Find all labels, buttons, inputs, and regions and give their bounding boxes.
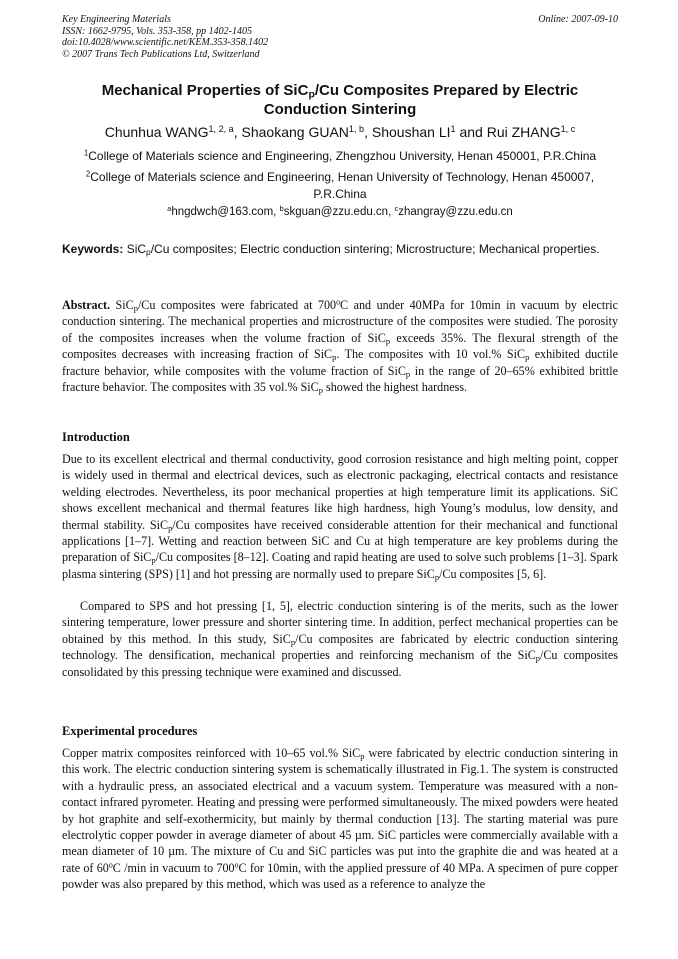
abstract-text: C and under 40MPa for 10min in vacuum by electric conduction sintering. The mechanical properties and microstructure of the composites were studied. The porosity of the composites increases when the volume fraction of SiC [62,298,618,345]
author-name: Shoushan LI [371,124,451,140]
intro-text: /Cu composites [8–12]. Coating and rapid heating are used to solve such problems [1–3]. Spark plasma sintering (SPS) [1] and hot pressing are normally used to prepare SiC [62,550,618,581]
affiliation-text: College of Materials science and Engineering, Henan University of Technology, Henan 450007, P.R.China [90,170,595,201]
abstract-paragraph [62,297,618,395]
subscript-p: p [525,352,530,363]
degree-mark: o [234,860,239,870]
abstract-label: Abstract. [62,298,111,312]
author-separator: , [364,124,372,140]
email-address[interactable]: skguan@zzu.edu.cn [283,206,389,218]
journal-name: Key Engineering Materials [62,14,171,25]
copyright-line: © 2007 Trans Tech Publications Ltd, Switzerland [62,48,260,60]
subscript-p: p [151,555,156,566]
degree-mark: o [336,297,341,307]
author-affil-mark: 1, c [560,124,576,134]
keywords-section [62,241,618,258]
title-text-2: /Cu Composites Prepared by Electric Conduction Sintering [263,82,579,118]
abstract-text: in the range of 20–65% exhibited brittle fracture behavior. The composites with 35 vol.% SiC [62,363,618,395]
email-mark: c [394,203,399,213]
introduction-paragraph-2 [62,598,618,680]
intro-text: /Cu composites [5, 6]. [439,566,547,581]
email-address[interactable]: hngdwch@163.com [171,206,274,218]
journal-header [62,14,618,60]
affiliation-mark: 1 [83,148,89,158]
experimental-text: C for 10min, with the applied pressure of 40 MPa. A specimen of pure copper powder was also prepared by this method, which was used as a reference to analyze the [62,860,619,892]
abstract-text: . The composites with 10 vol.% SiC [336,347,526,362]
author-affil-mark: 1, 2, a [208,124,234,134]
email-address[interactable]: zhangray@zzu.edu.cn [398,206,513,218]
email-list [62,204,618,220]
affiliation-text: College of Materials science and Engineering, Zhengzhou University, Henan 450001, P.R.China [88,149,597,163]
affiliation-1 [62,148,618,165]
degree-mark: o [108,860,113,870]
subscript-p: p [318,385,323,396]
keywords-text: /Cu composites; Electric conduction sintering; Microstructure; Mechanical properties. [150,242,600,256]
author-separator: , [233,124,242,140]
intro-text: /Cu composites consolidated by this pressing technique were examined and discussed. [62,648,618,679]
subscript-p: p [332,352,337,363]
intro-text: /Cu composites have received considerable attention for their mechanical and functional applications [1–7]. Wetting and reaction between SiC and Cu at high temperature are key problems during the preparation of SiC [62,517,619,565]
abstract-text: SiC [110,298,134,312]
subscript-p: p [290,636,296,647]
subscript-p: p [146,247,151,258]
keywords-label: Keywords: [62,242,124,256]
abstract-text: exceeds 35%. The flexural strength of the composites decreases with increasing fraction of SiC [62,330,618,362]
author-affil-mark: 1, b [348,124,365,134]
email-mark: b [279,203,284,213]
author-name: Rui ZHANG [486,124,561,140]
subscript-p: p [405,368,411,379]
subscript-p: p [168,522,173,533]
intro-text: Compared to SPS and hot pressing [1, 5], electric conduction sintering is of the merits, such as the lower sintering temperature, lower pressure and shorter sintering time. In addition, perfect mechanical properties can be obtained by this method. In this study, SiC [62,599,618,646]
email-mark: a [167,203,172,213]
title-subscript: p [308,88,315,101]
experimental-text: C /min in vacuum to 700 [112,860,235,875]
experimental-text: were fabricated by electric conduction sintering in this work. The electric conduction sintering system is schematically illustrated in Fig.1. The system is constructed with a hydraulic press, an associated electrical and a vacuum system. Temperature was measured with a non-contact infrared pyrometer. Heating and pressing were performed simultaneously. The mixed powders were heated by hot graphite and self-exothermicity, but mainly by thermal conduction [13]. The starting material was pure electrolytic copper powder in average diameter of about 45 µm. SiC particles were commercially available with a mean diameter of 10 µm. The mixture of Cu and SiC particles was put into the graphite die and was heated at a rate of 60 [62,746,618,875]
affiliation-2 [62,169,618,203]
author-name: Shaokang GUAN [241,124,349,140]
author-list [62,123,618,141]
subscript-p: p [133,303,138,314]
email-separator: , [388,206,395,218]
keywords-text: SiC [123,242,147,256]
experimental-paragraph [62,745,618,893]
paper-title [62,81,618,119]
title-text-1: Mechanical Properties of SiC [101,82,309,99]
abstract-text: exhibited ductile fracture behavior, while composites with the volume fraction of SiC [62,347,618,378]
experimental-heading: Experimental procedures [62,724,198,738]
affiliation-mark: 2 [85,169,91,179]
subscript-p: p [360,751,365,762]
doi-line: doi:10.4028/www.scientific.net/KEM.353-358.1402 [62,37,269,48]
intro-text: Due to its excellent electrical and thermal conductivity, good corrosion resistance and high melting point, copper is widely used in thermal and electrical devices, such as electronic packaging, electrical contacts and resistance welding electrodes. Nevertheless, its poor mechanical properties at high temperature limit its applications. SiC shows excellent mechanical and thermal features like high hardness, high Young’s modulus, low density, and thermal stability. SiC [62,452,618,532]
subscript-p: p [434,571,440,582]
online-date: Online: 2007-09-10 [538,14,618,25]
intro-text: /Cu composites are fabricated by electric conduction sintering technology. The densification, mechanical properties and reinforcing mechanism of the SiC [62,631,618,663]
experimental-text: Copper matrix composites reinforced with 10–65 vol.% SiC [62,746,361,760]
abstract-text: /Cu composites were fabricated at 700 [137,298,337,312]
author-separator: and [455,124,487,140]
author-name: Chunhua WANG [104,124,209,140]
author-affil-mark: 1 [450,124,456,134]
abstract-text: showed the highest hardness. [322,380,468,395]
email-separator: , [273,206,280,218]
introduction-paragraph-1 [62,451,618,582]
issn-line: ISSN: 1662-9795, Vols. 353-358, pp 1402-1405 [62,25,252,37]
subscript-p: p [535,653,540,664]
introduction-heading: Introduction [62,430,130,444]
subscript-p: p [385,335,391,346]
